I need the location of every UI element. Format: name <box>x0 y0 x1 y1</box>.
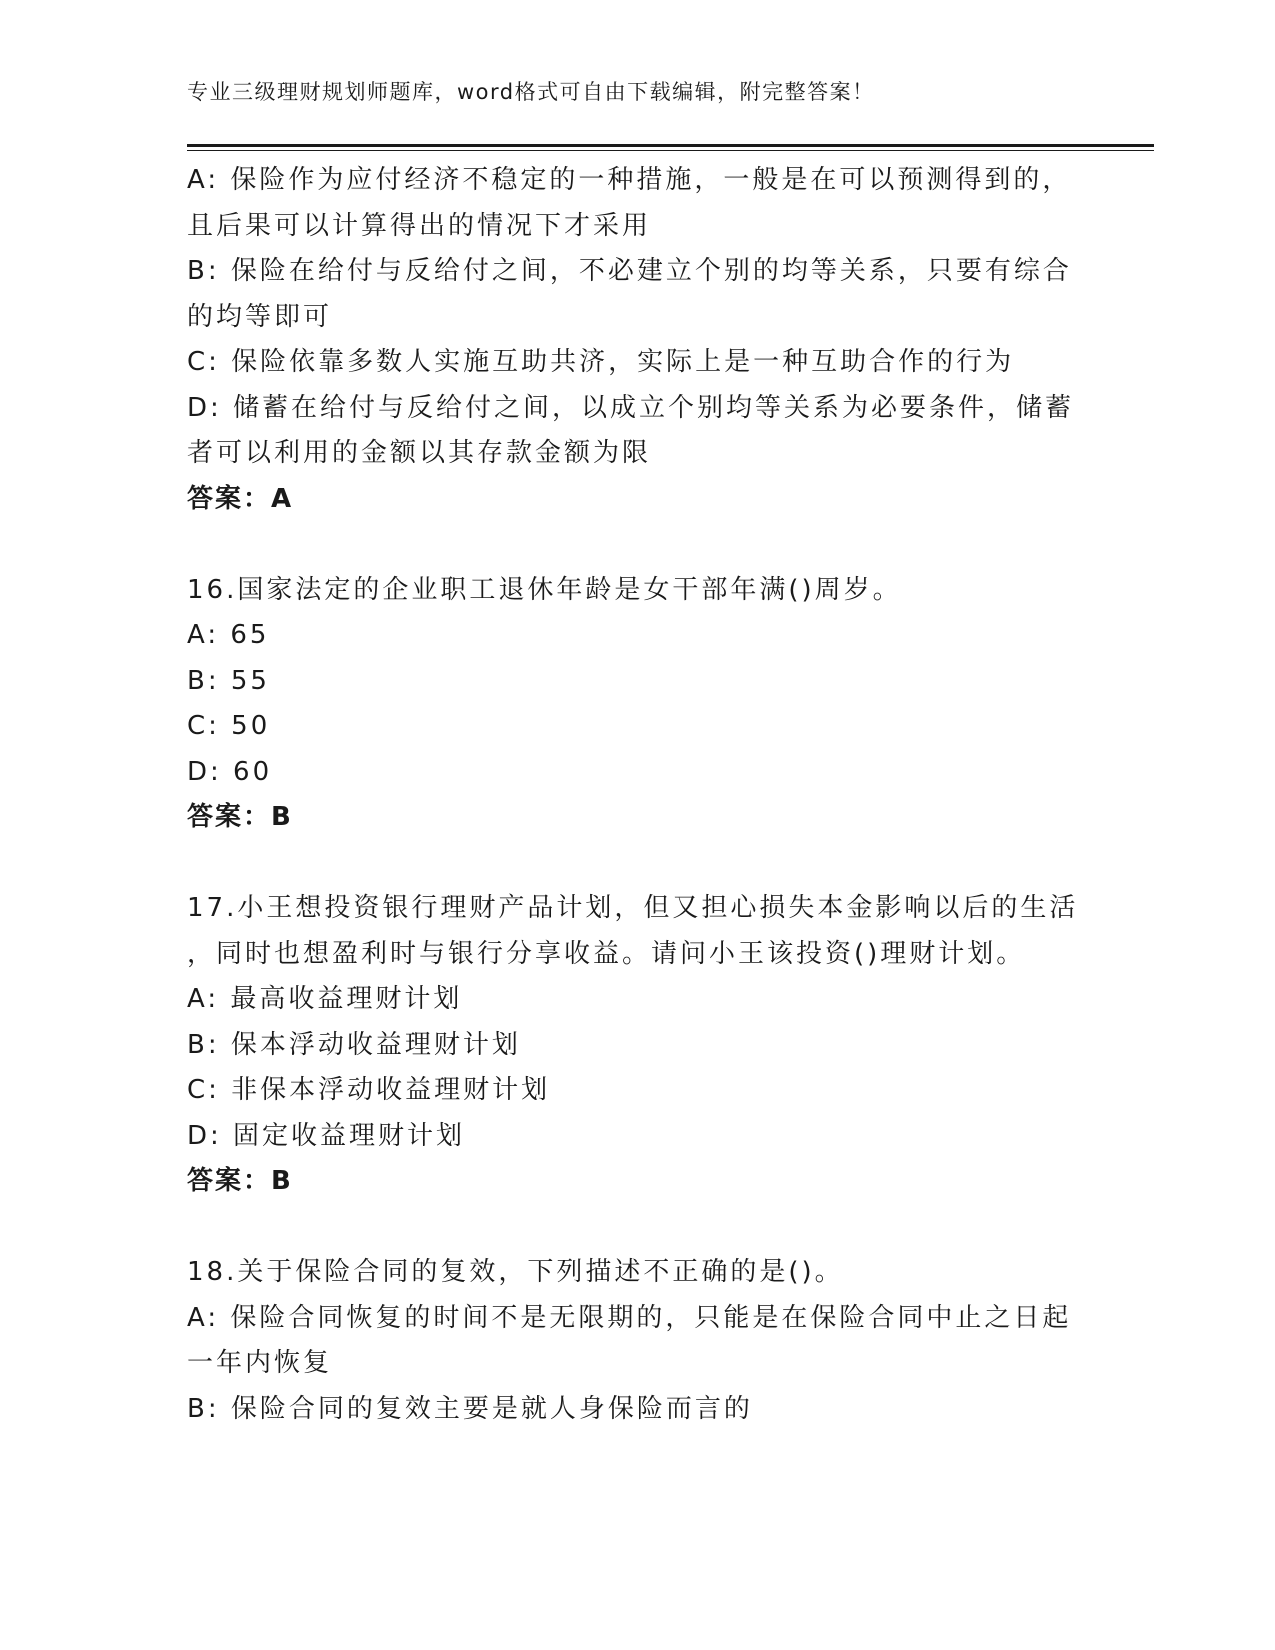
question-text: 16.国家法定的企业职工退休年龄是女干部年满()周岁。 <box>187 574 902 605</box>
question-17 <box>187 886 1087 1205</box>
question-16 <box>187 568 1087 841</box>
option-b: B: 55 <box>187 665 270 696</box>
option-b <box>187 1387 1087 1433</box>
option-line: C: 保险依靠多数人实施互助共济，实际上是一种互助合作的行为 <box>187 347 1015 377</box>
option-d <box>187 386 1087 477</box>
option-a <box>187 158 1087 249</box>
header-rule-thick <box>187 144 1154 147</box>
option-d: D: 固定收益理财计划 <box>187 1120 466 1151</box>
option-line: 且后果可以计算得出的情况下才采用 <box>187 210 652 241</box>
option-b: B: 保本浮动收益理财计划 <box>187 1029 521 1060</box>
question-text: ，同时也想盈利时与银行分享收益。请问小王该投资()理财计划。 <box>187 938 1026 969</box>
question-text: 17.小王想投资银行理财产品计划，但又担心损失本金影响以后的生活 <box>187 893 1079 923</box>
option-c: C: 50 <box>187 711 271 741</box>
option-line: 的均等即可 <box>187 301 333 332</box>
option-line: 者可以利用的金额以其存款金额为限 <box>187 438 652 468</box>
question-text: 18.关于保险合同的复效，下列描述不正确的是()。 <box>187 1257 844 1287</box>
option-line: D: 储蓄在给付与反给付之间，以成立个别均等关系为必要条件，储蓄 <box>187 392 1075 423</box>
option-line: A: 保险作为应付经济不稳定的一种措施，一般是在可以预测得到的， <box>187 165 1072 195</box>
answer-label: 答案：B <box>187 1166 293 1196</box>
option-c <box>187 340 1087 386</box>
option-line: B: 保险合同的复效主要是就人身保险而言的 <box>187 1393 753 1424</box>
option-a: A: 65 <box>187 620 270 650</box>
header-rule-thin <box>187 150 1154 151</box>
answer-label: 答案：B <box>187 802 293 832</box>
question-18 <box>187 1250 1087 1432</box>
option-line: A: 保险合同恢复的时间不是无限期的，只能是在保险合同中止之日起 <box>187 1302 1072 1333</box>
document-header: 专业三级理财规划师题库，word格式可自由下载编辑，附完整答案！ <box>187 80 875 104</box>
question-content <box>187 158 1087 1432</box>
spacer <box>187 522 1087 568</box>
spacer <box>187 841 1087 887</box>
option-line: B: 保险在给付与反给付之间，不必建立个别的均等关系，只要有综合 <box>187 256 1072 286</box>
answer-label: 答案：A <box>187 483 294 514</box>
option-a <box>187 1296 1087 1387</box>
option-c: C: 非保本浮动收益理财计划 <box>187 1075 551 1105</box>
option-d: D: 60 <box>187 756 273 787</box>
option-b <box>187 249 1087 340</box>
question-15 <box>187 158 1087 522</box>
option-line: 一年内恢复 <box>187 1348 333 1378</box>
spacer <box>187 1205 1087 1251</box>
option-a: A: 最高收益理财计划 <box>187 984 463 1014</box>
